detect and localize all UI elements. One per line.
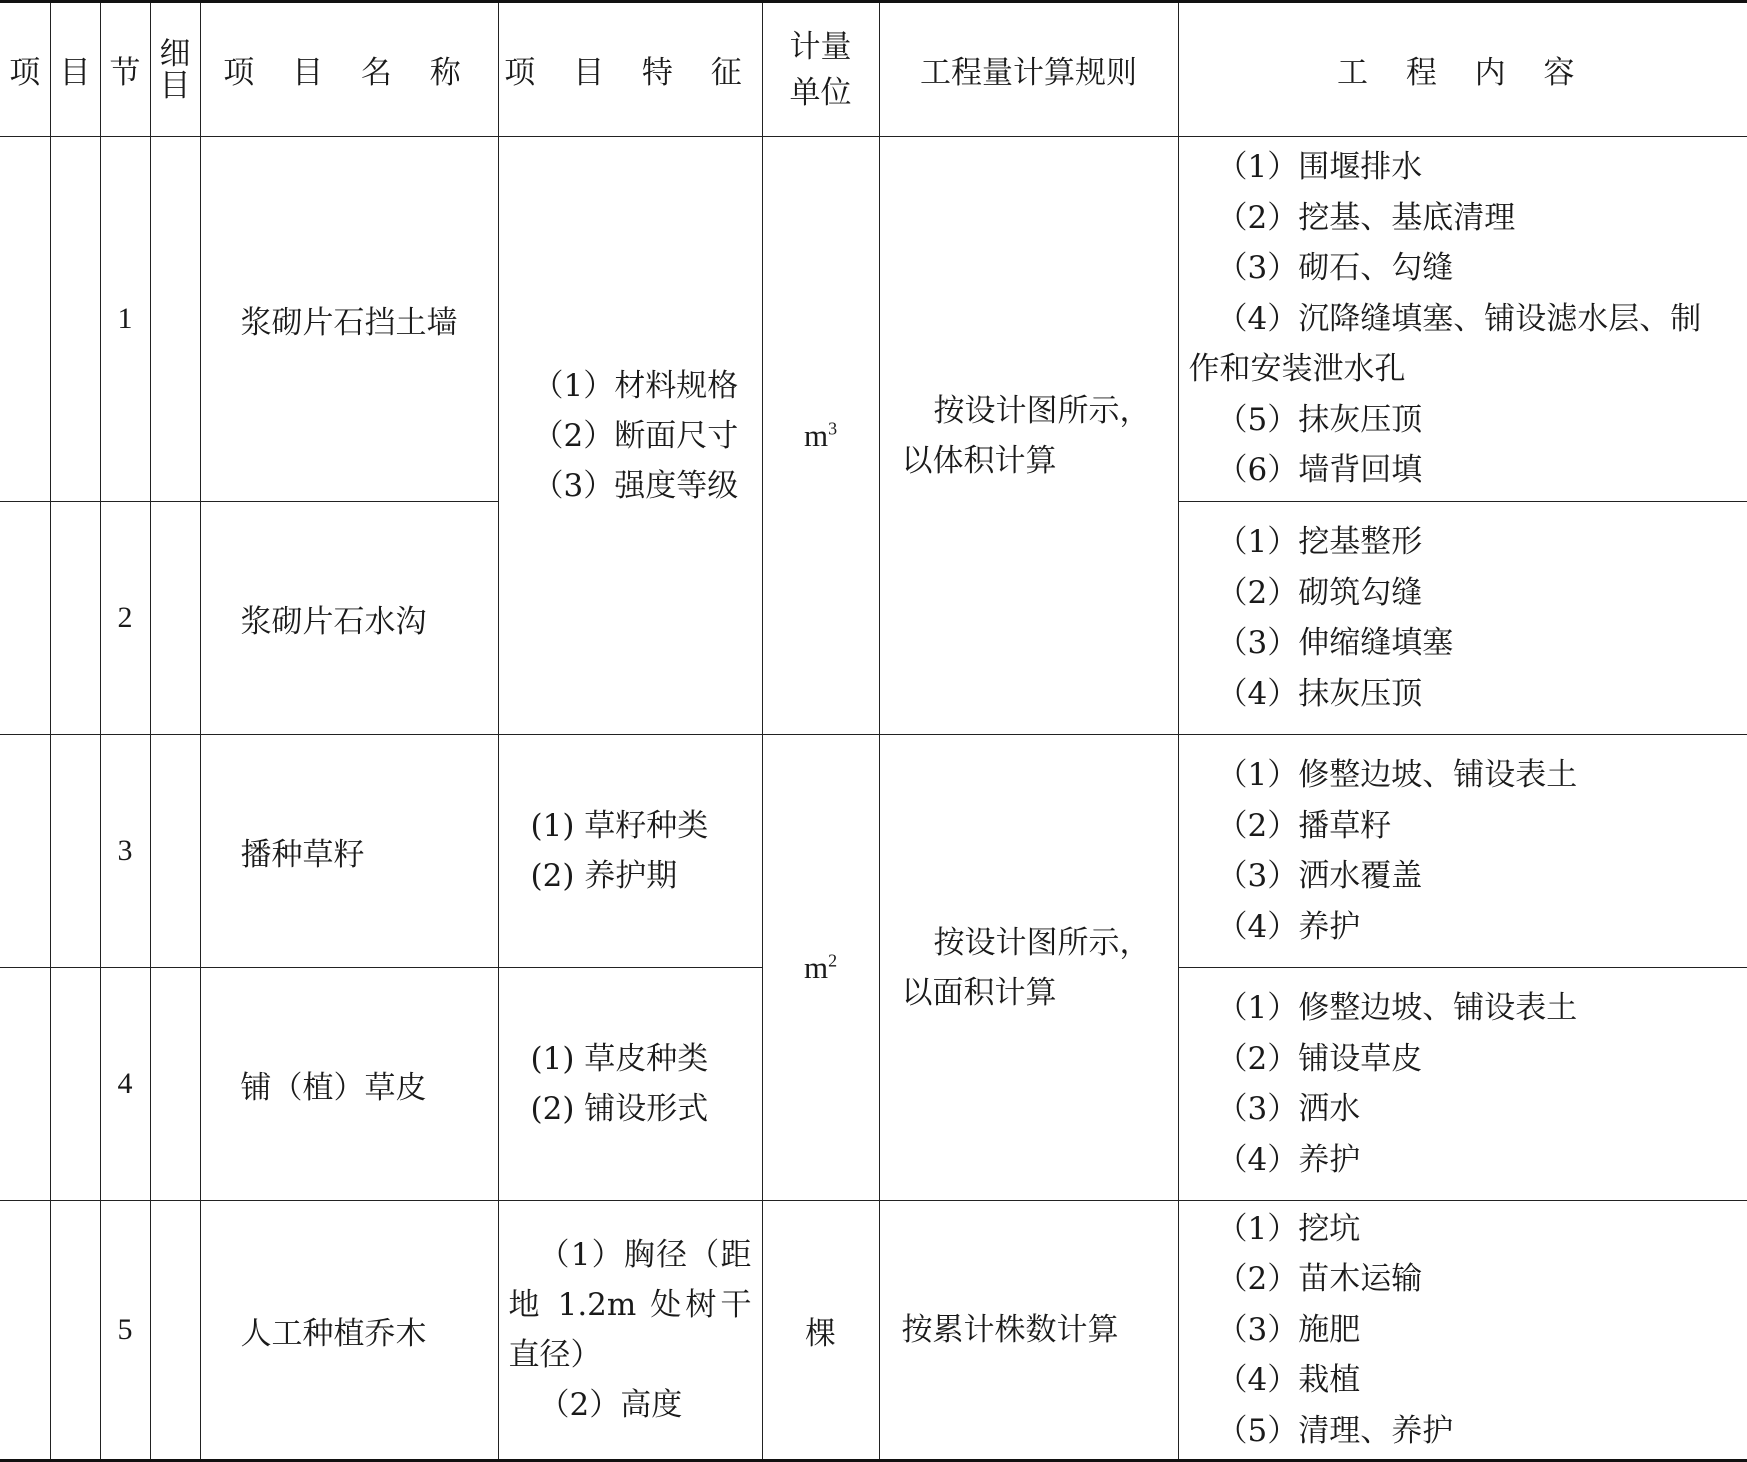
work-item: （3）砌石、勾缝 <box>1216 250 1454 287</box>
header-content: 工 程 内 容 <box>1178 2 1747 137</box>
feature-line: （1）胸径（距地 1.2m 处树干直径） <box>508 1237 752 1373</box>
unit-exponent: 2 <box>828 950 838 971</box>
cell-mu <box>50 735 100 968</box>
header-jie: 节 <box>100 2 150 137</box>
work-item: （2）播草籽 <box>1216 807 1392 844</box>
header-unit <box>762 2 879 137</box>
cell-ximu <box>150 137 200 502</box>
cell-work-content <box>1178 968 1747 1201</box>
header-rule: 工程量计算规则 <box>879 2 1178 137</box>
table-row-5 <box>0 1201 1747 1461</box>
feature-line: (1) 草皮种类 <box>530 1041 709 1077</box>
header-mu: 目 <box>50 2 100 137</box>
cell-feature <box>498 1201 762 1461</box>
rule-line: 以面积计算 <box>901 974 1057 1011</box>
cell-mu <box>50 137 100 502</box>
cell-jie: 4 <box>100 968 150 1201</box>
cell-unit-group-2 <box>762 735 879 1201</box>
work-item: （1）挖基整形 <box>1216 524 1423 560</box>
work-item: （4）沉降缝填塞、铺设滤水层、制 <box>1216 300 1702 337</box>
work-item: （2）苗木运输 <box>1216 1261 1423 1298</box>
cell-rule-group-2 <box>879 735 1178 1201</box>
cell-item-name: 铺（植）草皮 <box>200 968 498 1201</box>
cell-xiang <box>0 502 50 735</box>
cell-mu <box>50 968 100 1201</box>
cell-xiang <box>0 735 50 968</box>
cell-item-name: 浆砌片石水沟 <box>200 502 498 735</box>
unit-base: m <box>803 949 829 985</box>
feature-line: (1) 草籽种类 <box>530 808 709 844</box>
cell-work-content <box>1178 137 1747 502</box>
table-row-1 <box>0 137 1747 502</box>
cell-feature <box>498 968 762 1201</box>
work-item: （1）修整边坡、铺设表土 <box>1216 757 1578 793</box>
header-unit-line2: 单位 <box>789 74 852 111</box>
cell-jie: 5 <box>100 1201 150 1461</box>
rule-line: 以体积计算 <box>901 442 1057 479</box>
table-row-3 <box>0 735 1747 968</box>
cell-item-name: 人工种植乔木 <box>200 1201 498 1461</box>
cell-work-content <box>1178 1201 1747 1461</box>
cell-ximu <box>150 1201 200 1461</box>
cell-xiang <box>0 968 50 1201</box>
feature-line: （1）材料规格 <box>532 367 739 404</box>
work-item: （2）砌筑勾缝 <box>1216 574 1423 611</box>
feature-line: （2）高度 <box>538 1387 683 1423</box>
work-item: （5）清理、养护 <box>1216 1412 1454 1449</box>
work-item: （3）洒水覆盖 <box>1216 858 1423 894</box>
cell-feature-group-1 <box>498 137 762 735</box>
work-item: （4）栽植 <box>1216 1362 1361 1399</box>
work-item: （4）抹灰压顶 <box>1216 675 1423 712</box>
cell-ximu <box>150 502 200 735</box>
work-item: （2）挖基、基底清理 <box>1216 199 1516 236</box>
cell-ximu <box>150 735 200 968</box>
feature-line: （3）强度等级 <box>532 467 739 504</box>
header-ximu-line2: 目 <box>159 67 191 104</box>
cell-xiang <box>0 1201 50 1461</box>
work-item: （6）墙背回填 <box>1216 452 1423 489</box>
cell-work-content <box>1178 735 1747 968</box>
work-item: （3）伸缩缝填塞 <box>1216 625 1454 661</box>
work-item: （1）修整边坡、铺设表土 <box>1216 990 1578 1026</box>
work-item: （2）铺设草皮 <box>1216 1040 1423 1077</box>
work-item-continuation: 作和安装泄水孔 <box>1188 351 1406 388</box>
work-item: （4）养护 <box>1216 908 1361 945</box>
rule-line: 按设计图所示， <box>933 924 1151 961</box>
header-unit-line1: 计量 <box>789 28 852 65</box>
cell-jie: 2 <box>100 502 150 735</box>
cell-rule-group-1 <box>879 137 1178 735</box>
work-item: （4）养护 <box>1216 1141 1361 1178</box>
work-item: （5）抹灰压顶 <box>1216 401 1423 438</box>
work-item: （3）洒水 <box>1216 1091 1361 1127</box>
header-feature: 项 目 特 征 <box>498 2 762 137</box>
cell-feature <box>498 735 762 968</box>
work-item: （3）施肥 <box>1216 1311 1361 1348</box>
cell-jie: 3 <box>100 735 150 968</box>
unit-base: m <box>803 417 829 453</box>
cell-ximu <box>150 968 200 1201</box>
cell-unit: 棵 <box>762 1201 879 1461</box>
header-ximu-line1: 细 <box>159 35 191 72</box>
cell-unit-group-1 <box>762 137 879 735</box>
cell-work-content <box>1178 502 1747 735</box>
cell-mu <box>50 502 100 735</box>
feature-line: (2) 铺设形式 <box>530 1091 709 1127</box>
feature-line: (2) 养护期 <box>530 858 678 894</box>
header-ximu <box>150 2 200 137</box>
cell-rule: 按累计株数计算 <box>879 1201 1178 1461</box>
work-item: （1）围堰排水 <box>1216 149 1423 186</box>
header-xiang: 项 <box>0 2 50 137</box>
unit-exponent: 3 <box>828 418 838 439</box>
header-name: 项 目 名 称 <box>200 2 498 137</box>
rule-line: 按设计图所示， <box>933 392 1151 429</box>
header-row <box>0 2 1747 137</box>
work-item: （1）挖坑 <box>1216 1210 1361 1247</box>
cell-jie: 1 <box>100 137 150 502</box>
cell-item-name: 浆砌片石挡土墙 <box>200 137 498 502</box>
cell-mu <box>50 1201 100 1461</box>
feature-line: （2）断面尺寸 <box>532 417 739 454</box>
cell-xiang <box>0 137 50 502</box>
cell-item-name: 播种草籽 <box>200 735 498 968</box>
